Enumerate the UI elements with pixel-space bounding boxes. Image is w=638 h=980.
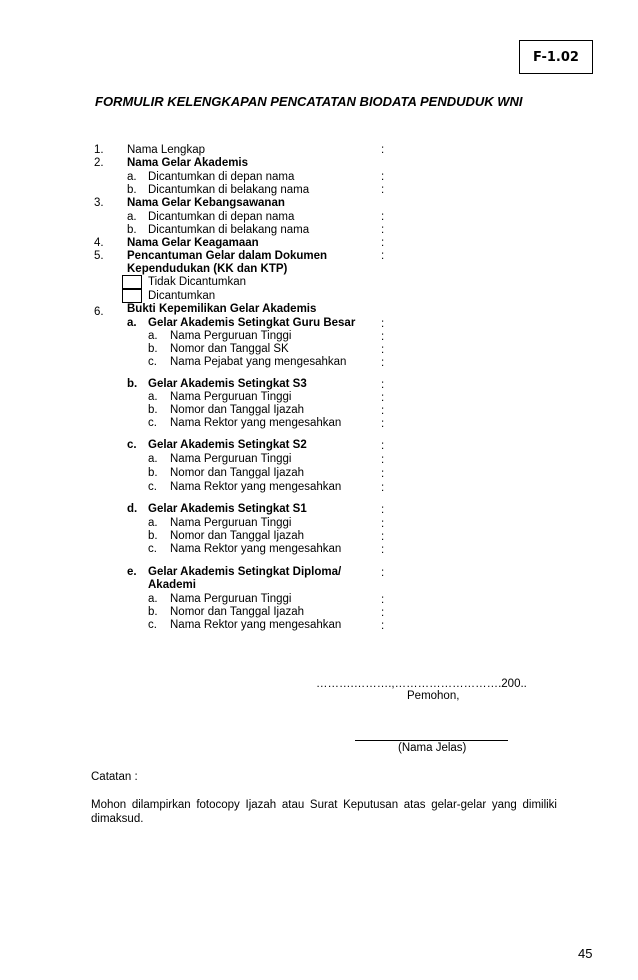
colon: : — [381, 250, 385, 262]
item-number: 2. — [94, 157, 104, 169]
field-label-pencantuman-gelar: Pencantuman Gelar dalam Dokumen — [127, 250, 328, 262]
sub-label: Dicantumkan di belakang nama — [148, 184, 310, 196]
section-heading-cont: Akademi — [148, 579, 196, 591]
colon: : — [381, 454, 385, 466]
section-marker: a. — [127, 317, 137, 329]
colon: : — [381, 379, 385, 391]
sub-label: Nomor dan Tanggal Ijazah — [170, 404, 305, 416]
item-number: 4. — [94, 237, 104, 249]
item-number: 3. — [94, 197, 104, 209]
sub-marker: b. — [148, 467, 158, 479]
field-label-gelar-kebangsawanan: Nama Gelar Kebangsawanan — [127, 197, 285, 209]
colon: : — [381, 171, 385, 183]
sub-marker: a. — [148, 391, 158, 403]
sub-marker: a. — [127, 211, 137, 223]
sub-marker: c. — [148, 619, 157, 631]
colon: : — [381, 607, 385, 619]
colon: : — [381, 544, 385, 556]
sub-marker: c. — [148, 481, 157, 493]
colon: : — [381, 620, 385, 632]
colon: : — [381, 504, 385, 516]
sub-marker: a. — [148, 453, 158, 465]
colon: : — [381, 344, 385, 356]
colon: : — [381, 418, 385, 430]
sub-label: Nama Perguruan Tinggi — [170, 391, 292, 403]
colon: : — [381, 331, 385, 343]
sub-label: Nama Rektor yang mengesahkan — [170, 417, 342, 429]
colon: : — [381, 318, 385, 330]
sub-label: Nama Rektor yang mengesahkan — [170, 543, 342, 555]
sub-label: Nama Rektor yang mengesahkan — [170, 481, 342, 493]
option-label: Dicantumkan — [148, 290, 216, 302]
section-heading: Gelar Akademis Setingkat S1 — [148, 503, 307, 515]
colon: : — [381, 224, 385, 236]
sub-label: Nama Perguruan Tinggi — [170, 453, 292, 465]
sub-marker: a. — [148, 593, 158, 605]
item-number: 6. — [94, 306, 104, 318]
colon: : — [381, 392, 385, 404]
field-label-nama-lengkap: Nama Lengkap — [127, 144, 205, 156]
signature-line — [355, 740, 508, 741]
date-place-line: ……….……….,……………………….200.. — [316, 678, 527, 690]
field-label-gelar-akademis: Nama Gelar Akademis — [127, 157, 249, 169]
item-number: 1. — [94, 144, 104, 156]
note-heading: Catatan : — [91, 771, 138, 783]
field-label-pencantuman-gelar-cont: Kependudukan (KK dan KTP) — [127, 263, 288, 275]
colon: : — [381, 357, 385, 369]
name-hint: (Nama Jelas) — [398, 742, 467, 754]
sub-marker: b. — [148, 530, 158, 542]
colon: : — [381, 405, 385, 417]
colon: : — [381, 440, 385, 452]
colon: : — [381, 211, 385, 223]
colon: : — [381, 531, 385, 543]
note-text: Mohon dilampirkan fotocopy Ijazah atau Surat Keputusan atas gelar-gelar yang dimiliki dimaksud. — [91, 799, 557, 825]
checkbox-dicantumkan[interactable] — [122, 289, 142, 303]
sub-label: Dicantumkan di depan nama — [148, 211, 295, 223]
colon: : — [381, 567, 385, 579]
sub-label: Nomor dan Tanggal Ijazah — [170, 606, 305, 618]
sub-marker: a. — [148, 330, 158, 342]
colon: : — [381, 482, 385, 494]
sub-marker: b. — [148, 404, 158, 416]
sub-label: Nomor dan Tanggal Ijazah — [170, 467, 305, 479]
field-label-gelar-keagamaan: Nama Gelar Keagamaan — [127, 237, 259, 249]
sub-marker: c. — [148, 356, 157, 368]
sub-marker: b. — [127, 224, 137, 236]
sub-label: Dicantumkan di depan nama — [148, 171, 295, 183]
section-marker: b. — [127, 378, 138, 390]
sub-marker: a. — [127, 171, 137, 183]
sub-marker: a. — [148, 517, 158, 529]
section-marker: e. — [127, 566, 137, 578]
sub-label: Nama Pejabat yang mengesahkan — [170, 356, 347, 368]
colon: : — [381, 184, 385, 196]
page-number: 45 — [578, 946, 593, 961]
section-heading: Gelar Akademis Setingkat S2 — [148, 439, 307, 451]
checkbox-tidak-dicantumkan[interactable] — [122, 275, 142, 289]
item-number: 5. — [94, 250, 104, 262]
sub-marker: c. — [148, 543, 157, 555]
sub-marker: b. — [127, 184, 137, 196]
sub-label: Nomor dan Tanggal SK — [170, 343, 289, 355]
colon: : — [381, 518, 385, 530]
colon: : — [381, 468, 385, 480]
sub-label: Nama Rektor yang mengesahkan — [170, 619, 342, 631]
applicant-label: Pemohon, — [407, 690, 460, 702]
option-label: Tidak Dicantumkan — [148, 276, 247, 288]
sub-label: Nama Perguruan Tinggi — [170, 593, 292, 605]
colon: : — [381, 144, 385, 156]
sub-marker: b. — [148, 343, 158, 355]
form-code-box: F-1.02 — [519, 40, 593, 74]
field-label-bukti-kepemilikan: Bukti Kepemilikan Gelar Akademis — [127, 303, 317, 315]
sub-marker: b. — [148, 606, 158, 618]
section-heading: Gelar Akademis Setingkat S3 — [148, 378, 307, 390]
sub-marker: c. — [148, 417, 157, 429]
colon: : — [381, 237, 385, 249]
sub-label: Dicantumkan di belakang nama — [148, 224, 310, 236]
section-marker: c. — [127, 439, 137, 451]
section-heading: Gelar Akademis Setingkat Guru Besar — [148, 317, 356, 329]
sub-label: Nomor dan Tanggal Ijazah — [170, 530, 305, 542]
sub-label: Nama Perguruan Tinggi — [170, 330, 292, 342]
section-marker: d. — [127, 503, 138, 515]
colon: : — [381, 594, 385, 606]
section-heading: Gelar Akademis Setingkat Diploma/ — [148, 566, 342, 578]
sub-label: Nama Perguruan Tinggi — [170, 517, 292, 529]
form-title: FORMULIR KELENGKAPAN PENCATATAN BIODATA PENDUDUK WNI — [95, 94, 523, 109]
